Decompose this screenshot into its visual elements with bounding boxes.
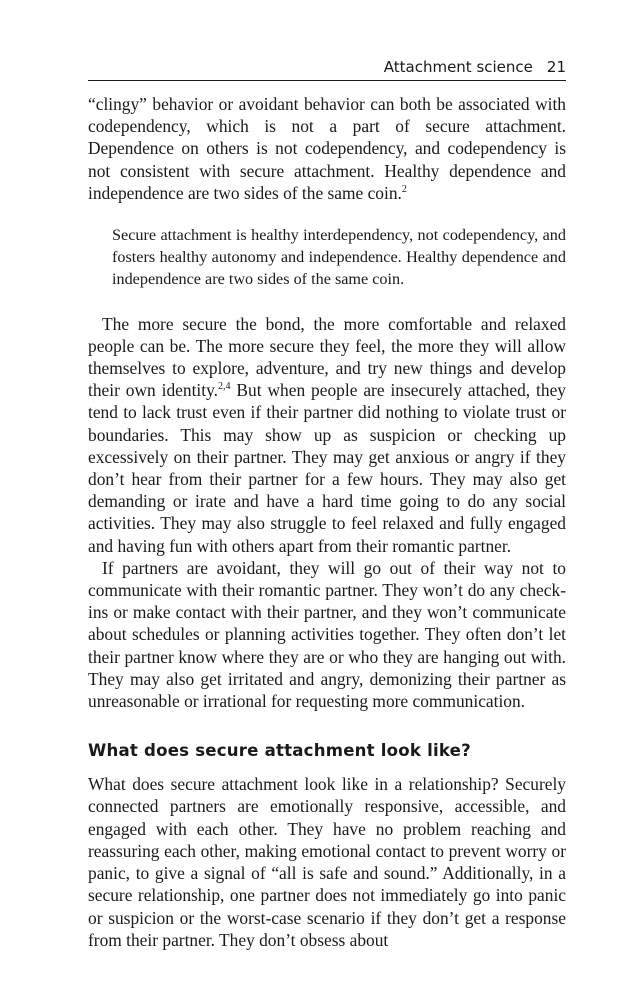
body-text — [88, 93, 566, 951]
paragraph-3: If partners are avoidant, they will go out of their way not to communicate with their romantic partner. They won’t do any check-ins or make contact with their partner, and they won’t communicate about schedules or planning activities together. They often don’t let their partner know where they are or who they are hanging out with. They may also get irritated and angry, demonizing their partner as unreasonable or irrational for requesting more communication. — [88, 557, 566, 712]
citation-ref: 2,4 — [218, 381, 231, 393]
header-rule — [88, 80, 566, 81]
paragraph-1 — [88, 93, 566, 204]
paragraph-4: What does secure attachment look like in a relationship? Securely connected partners are emotionally responsive, accessible, and engaged with each other. They have no problem reaching and reassuring each other, making emotional contact to prevent worry or panic, to give a signal of “all is safe and sound.” Additionally, in a secure relationship, one partner does not immediately go into panic or suspicion or the worst-case scenario if they don’t get a response from their partner. They don’t obsess about — [88, 774, 566, 950]
running-header — [384, 58, 566, 76]
pull-quote: Secure attachment is healthy interdependency, not codependency, and fosters healthy autonomy and independence. Healthy dependence and independence are two sides of the same coin. — [112, 226, 566, 289]
section-heading: What does secure attachment look like? — [88, 741, 471, 761]
citation-ref: 2 — [401, 184, 407, 196]
paragraph-2-text-a: The more secure the bond, the more comfortable and relaxed people can be. The more secure they feel, the more they will allow themselves to explore, adventure, and try new things and develop their own identity. — [88, 313, 566, 401]
paragraph-1-text: “clingy” behavior or avoidant behavior can both be associated with codependency, which is not a part of secure attachment. Dependence on others is not codependency, and codependency is not consistent with secure attachment. Healthy dependence and independence are two sides of the same coin. — [88, 94, 566, 203]
paragraph-2 — [88, 313, 566, 557]
running-title: Attachment science — [383, 58, 533, 76]
book-page — [88, 0, 566, 1000]
page-number: 21 — [546, 58, 566, 76]
paragraph-2-text-b: But when people are insecurely attached, they tend to lack trust even if their partner did nothing to violate trust or boundaries. This may show up as suspicion or checking up excessively on their partner. They may get anxious or angry if they don’t hear from their partner for a few hours. They may also get demanding or irate and have a hard time going to do any social activities. They may also struggle to feel relaxed and fully engaged and having fun with others apart from their romantic partner. — [88, 380, 566, 556]
